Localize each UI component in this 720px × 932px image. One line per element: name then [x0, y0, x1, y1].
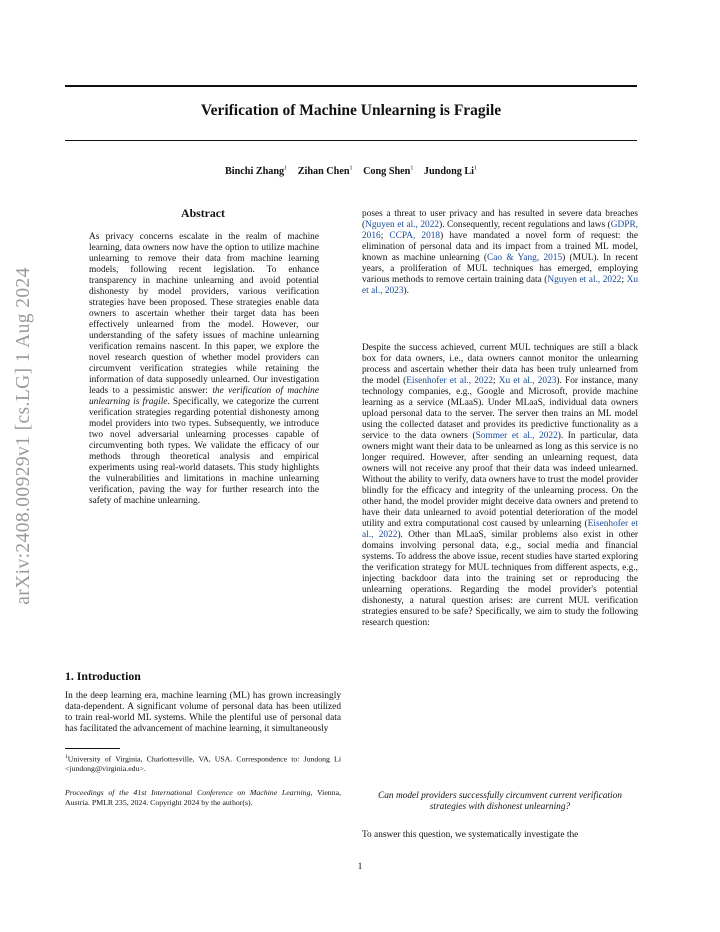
citation-link[interactable]: Cao & Yang, 2015	[487, 253, 563, 263]
footnote-rule	[65, 748, 120, 749]
footnote-text: University of Virginia, Charlottesville, VA, USA. Correspondence to: Jundong Li <jundong@virginia.edu>.	[65, 754, 341, 774]
abstract-text-1: As privacy concerns escalate in the realm of machine learning, data owners now have the option to utilize machine unlearning to remove their data from machine learning models, following recent legislation. To enhance transparency in machine unlearning and avoid potential dishonesty by model providers, various verification strategies have been proposed. These strategies enable data owners to ascertain whether their target data has been effectively unlearned from the model. However, our understanding of the safety issues of machine unlearning verification remains nascent. In this paper, we explore the novel research question of whether model providers can circumvent verification strategies while retaining the information of data supposedly unlearned. Our investigation leads to a pessimistic answer:	[89, 232, 319, 396]
abstract-heading: Abstract	[181, 206, 225, 220]
citation-link[interactable]: Eisenhofer et al., 2022	[362, 519, 638, 540]
citation-link[interactable]: GDPR, 2016	[362, 220, 639, 241]
intro-text: In the deep learning era, machine learning (ML) has grown increasingly data-dependent. A significant volume of personal data has been utilized to train real-world ML systems. While the plentiful use of personal data has facilitated the advancement of machine learning, it simultaneously	[65, 691, 341, 734]
right-paragraph-1-text	[362, 209, 638, 297]
abstract-text-2: . Specifically, we categorize the current verification strategies regarding potential dishonesty among model providers into two types. Subsequently, we introduce two novel adversarial unlearning processes capable of circumventing both types. We validate the efficacy of our methods through theoretical analysis and empirical experiments using real-world datasets. This study highlights the vulnerabilities and limitations in machine unlearning verification, paving the way for further research into the safety of machine unlearning.	[89, 397, 319, 506]
citation-link[interactable]: Xu et al., 2023	[362, 275, 638, 296]
paragraph-text: ). For instance, many technology companies, e.g., Google and Microsoft, provide machine learning as a service (MLaaS). Under MLaaS, individual data owners upload personal data to the server. The server then trains an ML model using the collected dataset and provides its predictive functionality as a service to the data owners (	[362, 376, 638, 441]
affiliation-footnote	[65, 753, 341, 774]
paragraph-text: poses a threat to user privacy and has resulted in severe data breaches (	[362, 209, 638, 230]
paragraph-text: ). In particular, data owners might want their data to be unlearned as long as this service is no longer required. However, after sending an unlearning request, data owners will not receive any proof that their data was indeed unlearned. Without the ability to verify, data owners have to trust the model provider blindly for the efficacy and integrity of the unlearning process. On the other hand, the model provider might deceive data owners and pretend to have their data unlearned to avoid potential deterioration of the model utility and extra computational cost caused by unlearning (	[362, 431, 639, 529]
research-question: Can model providers successfully circumvent current verification strategies with dishonest unlearning?	[378, 791, 622, 812]
paragraph-text: Despite the success achieved, current MUL techniques are still a black box for data owners, i.e., data owners cannot monitor the unlearning process and ascertain whether their data has been truly unlearned from the model (	[362, 343, 638, 386]
paragraph-text: ). Other than MLaaS, similar problems also exist in other domains involving personal data, e.g., social media and financial systems. To address the above issue, recent studies have started exploring the verification strategy for MUL techniques from different aspects, e.g., injecting backdoor data into the training set or reproducing the unlearning operations. Regarding the model provider's potential dishonesty, a natural question arises: are current MUL verification strategies ensured to be safe? Specifically, we aim to study the following research question:	[362, 530, 638, 628]
page-number: 1	[357, 862, 363, 872]
paragraph-text: ) have mandated a novel form of request: the elimination of personal data and its impact from a trained ML model, known as machine unlearning (	[362, 231, 638, 263]
right-paragraph-3	[362, 830, 638, 841]
intro-paragraph-1	[65, 691, 341, 735]
right-paragraph-1	[362, 209, 638, 297]
paragraph-text: ;	[380, 231, 390, 241]
paragraph-text: ).	[403, 286, 409, 296]
paragraph-text: ). Consequently, recent regulations and laws (	[439, 220, 611, 230]
author-3: Cong Shen$^1$	[363, 166, 414, 178]
paper-title: Verification of Machine Unlearning is Fragile	[200, 102, 502, 119]
citation-link[interactable]: Xu et al., 2023	[498, 376, 557, 386]
paragraph-text: ) (MUL). In recent years, a proliferation of MUL techniques has emerged, employing various methods to remove certain training data (	[362, 253, 639, 285]
author-4: Jundong Li$^1$	[423, 166, 478, 178]
paragraph-text: ;	[492, 376, 499, 386]
author-list	[65, 166, 637, 177]
proceedings-note	[65, 788, 341, 807]
abstract-emphasis: the verification of machine unlearning is fragile	[89, 386, 319, 407]
right-paragraph-3-text: To answer this question, we systematically investigate the	[362, 830, 579, 840]
right-paragraph-2	[362, 343, 638, 629]
arxiv-stamp	[8, 242, 40, 630]
title-rule-bottom	[65, 140, 637, 141]
author-1: Binchi Zhang$^1$	[224, 166, 288, 178]
proceedings-venue: Proceedings of the 41st International Conference on Machine Learning	[65, 788, 311, 797]
footnote-marker: 1	[65, 754, 68, 760]
title-rule-top	[65, 85, 637, 87]
section-heading-introduction: 1. Introduction	[65, 669, 141, 683]
abstract-body	[89, 232, 319, 507]
citation-link[interactable]: CCPA, 2018	[389, 231, 441, 241]
citation-link[interactable]: Nguyen et al., 2022	[547, 275, 622, 285]
citation-link[interactable]: Sommer et al., 2022	[475, 431, 558, 441]
author-2: Zihan Chen$^1$	[297, 166, 353, 178]
citation-link[interactable]: Nguyen et al., 2022	[365, 220, 440, 230]
right-paragraph-2-text	[362, 343, 638, 629]
paragraph-text: ;	[621, 275, 627, 285]
citation-link[interactable]: Eisenhofer et al., 2022	[406, 376, 493, 386]
proceedings-rest: , Vienna, Austria. PMLR 235, 2024. Copyright 2024 by the author(s).	[65, 788, 341, 807]
arxiv-stamp-text: arXiv:2408.00929v1 [cs.LG] 1 Aug 2024	[13, 267, 34, 605]
